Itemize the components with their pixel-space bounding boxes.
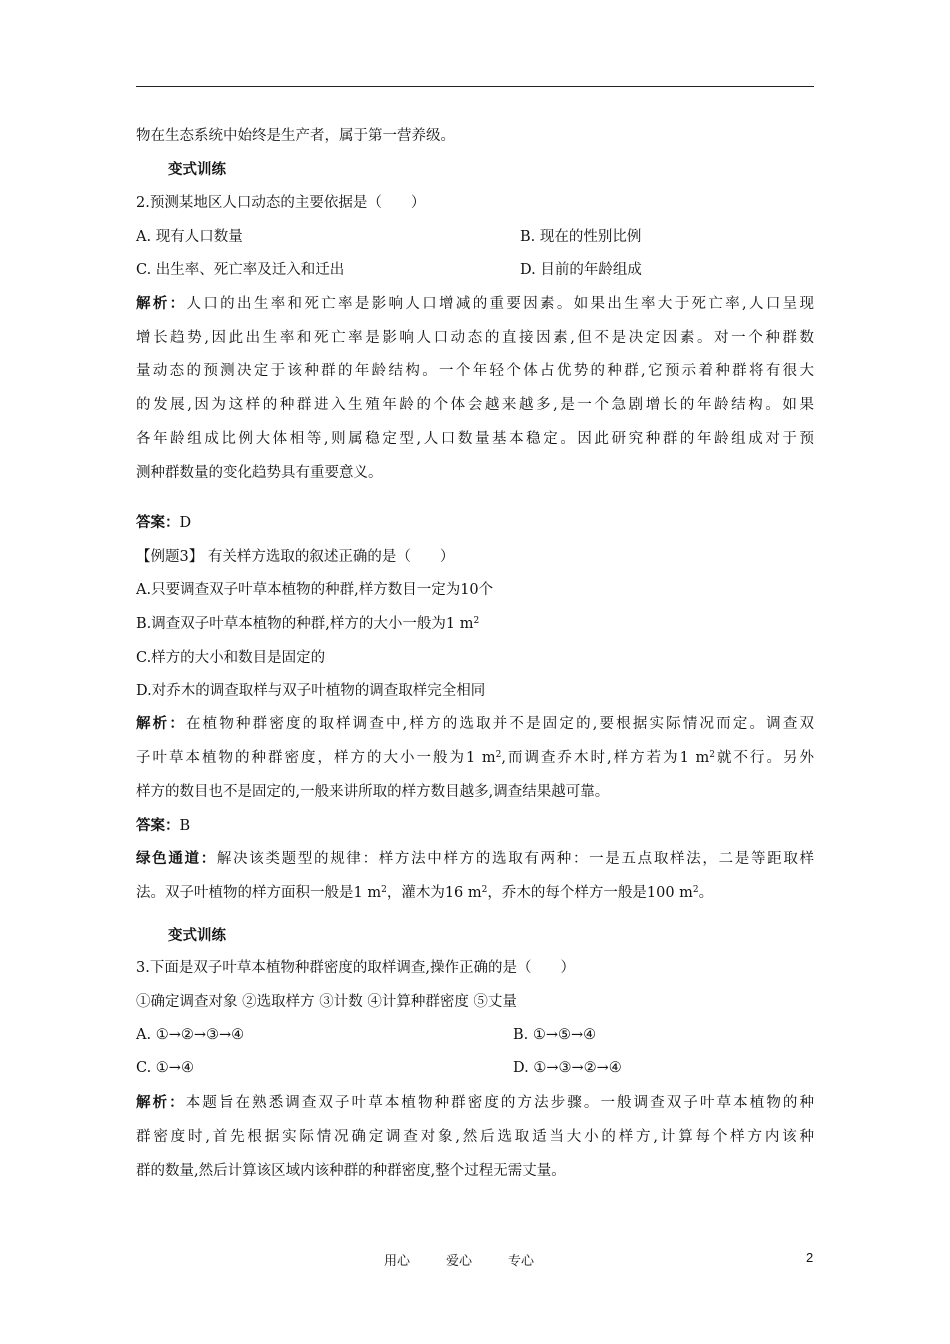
q2-analysis-line-6: 测种群数量的变化趋势具有重要意义。 bbox=[136, 465, 383, 481]
page-number: 2 bbox=[806, 1250, 814, 1265]
analysis-label: 解析： bbox=[136, 715, 186, 732]
q3-option-a: A. ①→②→③→④ bbox=[136, 1027, 245, 1043]
q3-steps: ①确定调查对象 ②选取样方 ③计数 ④计算种群密度 ⑤丈量 bbox=[136, 994, 517, 1010]
continuation-line: 物在生态系统中始终是生产者，属于第一营养级。 bbox=[136, 128, 455, 144]
q2-option-b: B. 现在的性别比例 bbox=[520, 229, 642, 245]
q3-option-b: B. ①→⑤→④ bbox=[513, 1027, 597, 1043]
q2-analysis-line-5: 各年龄组成比例大体相等,则属稳定型,人口数量基本稳定。因此研究种群的年龄组成对于预 bbox=[136, 431, 814, 447]
example-3-question: 【例题3】 有关样方选取的叙述正确的是（ ） bbox=[136, 549, 455, 565]
footer-item: 专心 bbox=[508, 1254, 535, 1269]
q2-analysis-line-2: 增长趋势,因此出生率和死亡率是影响人口动态的直接因素,但不是决定因素。对一个种群数 bbox=[136, 330, 814, 346]
analysis-label: 解析： bbox=[136, 1094, 186, 1111]
ex3-option-c: C.样方的大小和数目是固定的 bbox=[136, 650, 326, 666]
q3-option-c: C. ①→④ bbox=[136, 1060, 194, 1076]
ex3-analysis-line-3: 样方的数目也不是固定的,一般来讲所取的样方数目越多,调查结果越可靠。 bbox=[136, 784, 610, 800]
ex3-option-d: D.对乔木的调查取样与双子叶植物的调查取样完全相同 bbox=[136, 683, 486, 699]
q2-answer: 答案：D bbox=[136, 514, 192, 531]
ex3-option-b: B.调查双子叶草本植物的种群,样方的大小一般为1 $m^2$ bbox=[136, 616, 480, 632]
q3-analysis-line-2: 群密度时,首先根据实际情况确定调查对象,然后选取适当大小的样方,计算每个样方内该种 bbox=[136, 1129, 814, 1145]
answer-label: 答案： bbox=[136, 817, 180, 834]
variant-heading-1: 变式训练 bbox=[168, 161, 226, 178]
q2-analysis-line-3: 量动态的预测决定于该种群的年龄结构。一个年轻个体占优势的种群,它预示着种群将有很大 bbox=[136, 363, 814, 379]
answer-label: 答案： bbox=[136, 514, 180, 531]
footer-motto bbox=[384, 1250, 570, 1269]
q3-option-d: D. ①→③→②→④ bbox=[513, 1060, 622, 1076]
q2-analysis-line-4: 的发展,因为这样的种群进入生殖年龄的个体会越来越多,是一个急剧增长的年龄结构。如果 bbox=[136, 397, 814, 413]
ex3-answer: 答案：B bbox=[136, 817, 191, 834]
q2-option-a: A. 现有人口数量 bbox=[136, 229, 243, 245]
green-channel-line-1: 绿色通道：解决该类题型的规律：样方法中样方的选取有两种：一是五点取样法，二是等距取样 bbox=[136, 850, 815, 867]
q2-analysis-line-1: 解析：人口的出生率和死亡率是影响人口增减的重要因素。如果出生率大于死亡率,人口呈现 bbox=[136, 295, 815, 312]
ex3-option-a: A.只要调查双子叶草本植物的种群,样方数目一定为10个 bbox=[136, 582, 494, 598]
green-channel-label: 绿色通道： bbox=[136, 850, 217, 867]
footer-item: 爱心 bbox=[446, 1254, 473, 1269]
variant-heading-2: 变式训练 bbox=[168, 927, 226, 944]
q3-analysis-line-1: 解析：本题旨在熟悉调查双子叶草本植物种群密度的方法步骤。一般调查双子叶草本植物的种 bbox=[136, 1094, 814, 1111]
question-2: 2.预测某地区人口动态的主要依据是（ ） bbox=[136, 195, 426, 211]
ex3-analysis-line-1: 解析：在植物种群密度的取样调查中,样方的选取并不是固定的,要根据实际情况而定。调查双 bbox=[136, 715, 814, 732]
footer-item: 用心 bbox=[384, 1254, 411, 1269]
question-3: 3.下面是双子叶草本植物种群密度的取样调查,操作正确的是（ ） bbox=[136, 960, 575, 976]
q2-option-d: D. 目前的年龄组成 bbox=[520, 262, 642, 278]
analysis-label: 解析： bbox=[136, 295, 187, 312]
ex3-analysis-line-2: 子叶草本植物的种群密度，样方的大小一般为1 $m^2$,而调查乔木时,样方若为1 $m^2$就不行。另外 bbox=[136, 750, 814, 766]
q2-option-c: C. 出生率、死亡率及迁入和迁出 bbox=[136, 262, 345, 278]
green-channel-line-2: 法。双子叶植物的样方面积一般是1 $m^2$，灌木为16 $m^2$，乔木的每个样方一般是100 $m^2$。 bbox=[136, 885, 714, 901]
header-rule bbox=[136, 86, 814, 87]
q3-analysis-line-3: 群的数量,然后计算该区域内该种群的种群密度,整个过程无需丈量。 bbox=[136, 1163, 566, 1179]
